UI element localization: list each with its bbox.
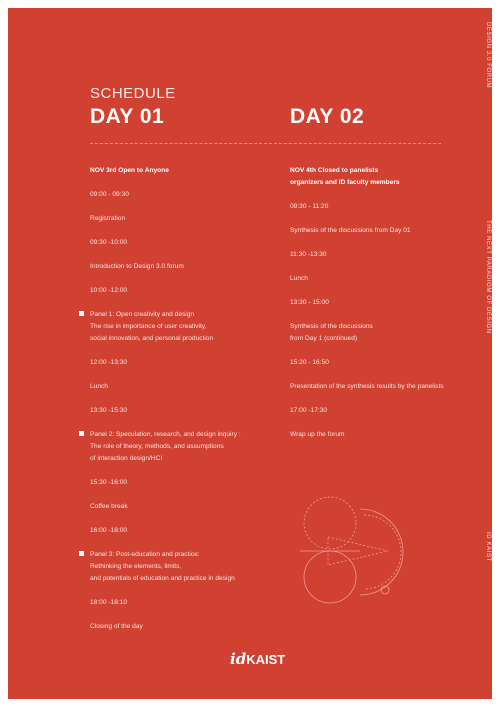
schedule-text: Presentation of the synthesis results by the panelists (290, 383, 444, 390)
schedule-line (90, 562, 181, 571)
schedule-text: 18:00 -18:10 (90, 599, 128, 606)
side-label-paradigm: THE NEXT PARADIGM OF DESIGN (485, 220, 491, 334)
schedule-text: of interaction design/HCI (90, 455, 163, 462)
schedule-text: 13:30 - 15:00 (290, 299, 329, 306)
schedule-text: Lunch (290, 275, 308, 282)
schedule-text: Rethinking the elements, limits, (90, 563, 182, 570)
schedule-text: Lunch (90, 383, 108, 390)
schedule-text: Introduction to Design 3.0 forum (90, 263, 184, 270)
schedule-text: Closing of the day (90, 623, 143, 630)
schedule-line (290, 226, 411, 235)
schedule-text: Wrap up the forum (290, 431, 345, 438)
day-01-schedule (90, 166, 290, 646)
schedule-text: and potentials of education and practice in design (90, 575, 235, 582)
circle-triangle-graphic (298, 495, 418, 605)
schedule-line (90, 334, 213, 343)
schedule-line (90, 358, 127, 367)
schedule-line (90, 322, 206, 331)
schedule-text: 16:00 -18:00 (90, 527, 128, 534)
schedule-text: 09:00 - 09:30 (90, 191, 129, 198)
schedule-heading: SCHEDULE (90, 85, 176, 102)
schedule-line (90, 262, 184, 271)
schedule-line (90, 550, 200, 559)
square-bullet-icon (79, 431, 84, 436)
schedule-text: Synthesis of the discussions (290, 323, 373, 330)
schedule-line (90, 574, 235, 583)
schedule-line (290, 274, 308, 283)
schedule-line (90, 406, 127, 415)
schedule-line (90, 598, 127, 607)
schedule-line (290, 202, 328, 211)
schedule-line (90, 286, 127, 295)
schedule-line (290, 358, 329, 367)
schedule-text: 15:30 -16:00 (90, 479, 128, 486)
day-02-title: DAY 02 (290, 105, 365, 128)
schedule-text: 09:30 -10:00 (90, 239, 128, 246)
schedule-text: The rise in importance of user creativity, (90, 323, 207, 330)
side-label-forum: DESIGN 3.0 FORUM (485, 22, 491, 89)
schedule-text: Coffee break (90, 503, 128, 510)
schedule-line (290, 430, 345, 439)
schedule-text: NOV 4th Closed to panelists (290, 167, 379, 174)
schedule-text: NOV 3rd Open to Anyone (90, 167, 169, 174)
schedule-line (90, 430, 241, 439)
schedule-header (290, 178, 400, 187)
day-02-schedule (290, 166, 480, 466)
schedule-poster (8, 8, 492, 699)
schedule-text: 11:30 -13:30 (290, 251, 327, 258)
schedule-line (290, 406, 327, 415)
schedule-text: organizers and ID faculty members (290, 179, 400, 186)
schedule-text: 12:00 -13:30 (90, 359, 128, 366)
schedule-line (90, 310, 194, 319)
schedule-line (290, 334, 357, 343)
schedule-text: from Day 1 (continued) (290, 335, 358, 342)
schedule-text: 15:20 - 16:50 (290, 359, 329, 366)
schedule-line (90, 214, 125, 223)
schedule-text: social innovation, and personal production (90, 335, 214, 342)
schedule-line (90, 382, 108, 391)
schedule-text: Registration (90, 215, 126, 222)
square-bullet-icon (79, 311, 84, 316)
schedule-text: Panel 3: Post-education and practice: (90, 551, 200, 558)
schedule-text: 09:30 - 11:20 (290, 203, 329, 210)
schedule-header (290, 166, 378, 175)
day-01-title: DAY 01 (90, 105, 165, 128)
schedule-line (90, 502, 128, 511)
dashed-divider (90, 143, 441, 144)
schedule-line (290, 322, 373, 331)
schedule-line (90, 478, 127, 487)
schedule-line (90, 622, 143, 631)
schedule-text: Synthesis of the discussions from Day 01 (290, 227, 411, 234)
schedule-line (290, 382, 444, 391)
schedule-text: 17:00 -17:30 (290, 407, 328, 414)
schedule-line (290, 298, 329, 307)
schedule-line (90, 190, 129, 199)
idkaist-logo: idKAIST (230, 650, 286, 668)
schedule-text: The role of theory, methods, and assumptions (90, 443, 224, 450)
schedule-line (90, 526, 127, 535)
schedule-line (290, 250, 327, 259)
schedule-line (90, 454, 162, 463)
schedule-line (90, 442, 224, 451)
schedule-header (90, 166, 169, 175)
square-bullet-icon (79, 551, 84, 556)
side-label-kaist: ID KAIST (485, 532, 491, 562)
schedule-line (90, 238, 127, 247)
schedule-text: 10:00 -12:00 (90, 287, 128, 294)
schedule-text: 13:30 -15:30 (90, 407, 128, 414)
schedule-text: Panel 1: Open creativity and design (90, 311, 195, 318)
schedule-text: Panel 2: Speculation, research, and design inquiry : (90, 431, 241, 438)
